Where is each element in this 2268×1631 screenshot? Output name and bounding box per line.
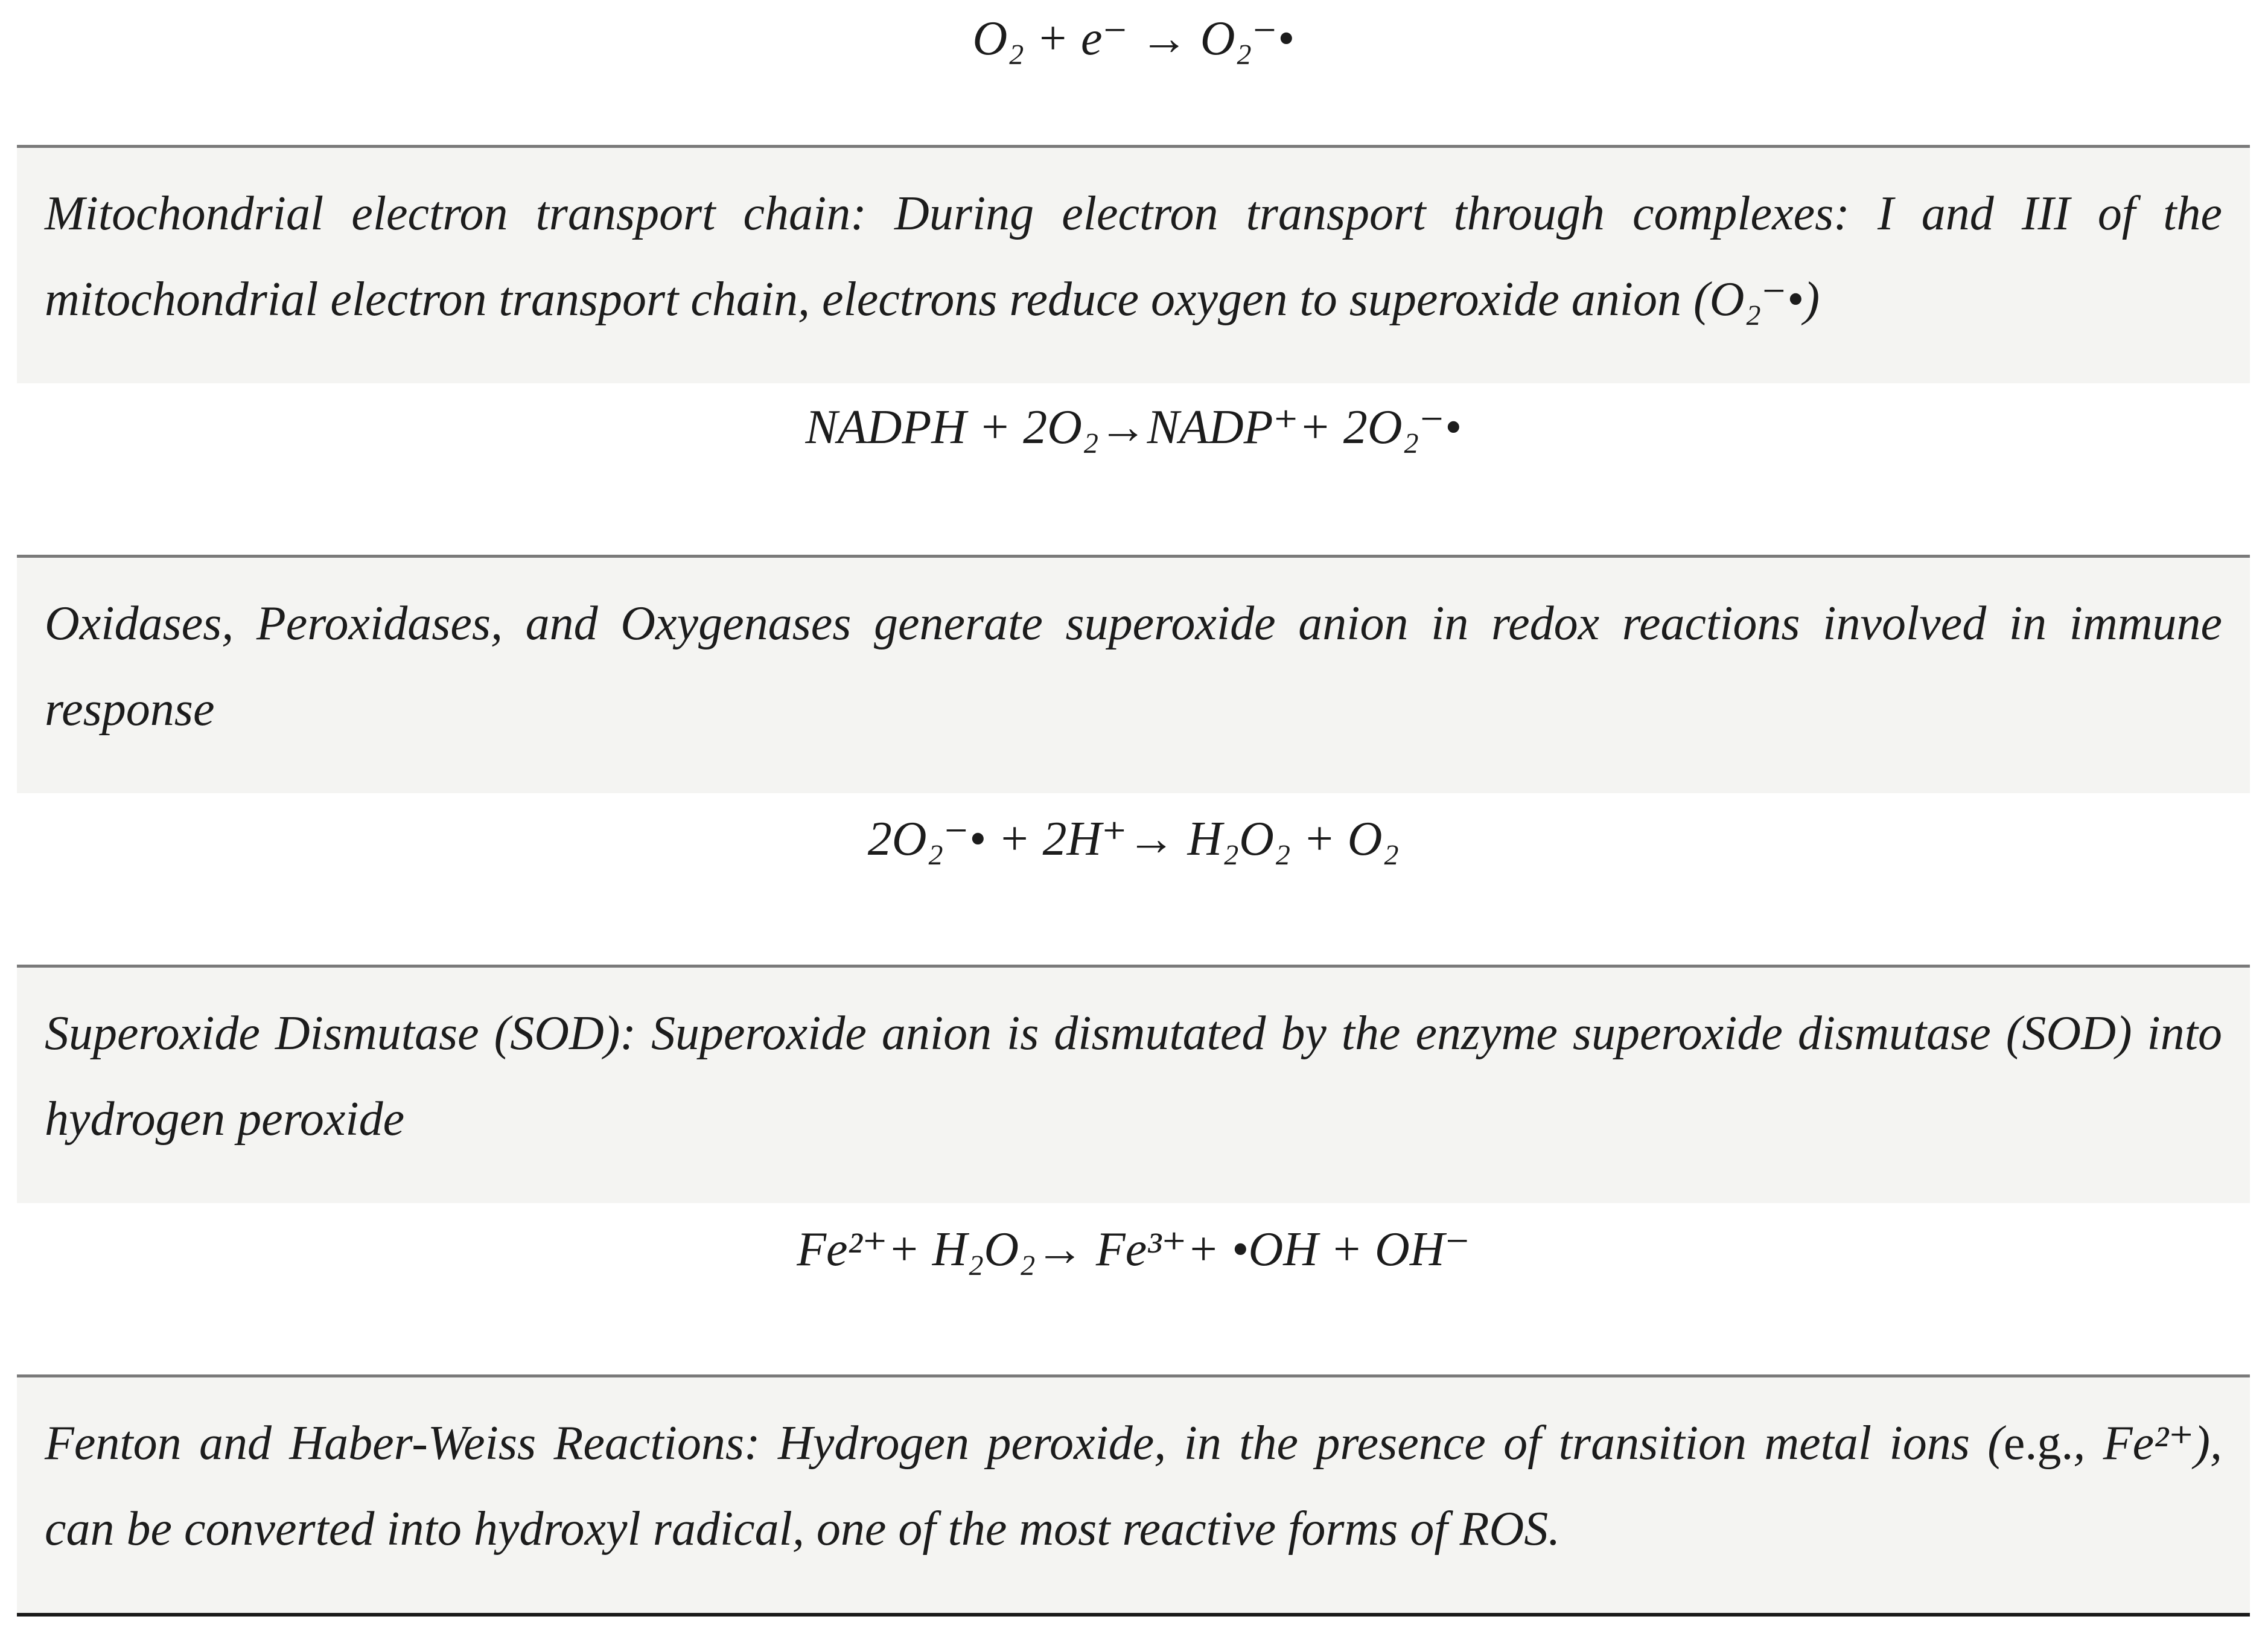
description-row-fenton [17,1377,2250,1613]
description-row-mitochondrial-etc [17,148,2250,383]
description-text: Superoxide Dismutase (SOD): Superoxide anion is dismutated by the enzyme superoxide dismutase (SOD) into hydrogen peroxide [45,1007,2222,1146]
description-text [45,1400,2222,1572]
description-text-eg: e.g. [2003,1417,2074,1470]
description-text-part: Fenton and Haber-Weiss Reactions: Hydrogen peroxide, in the presence of transition metal ions ( [45,1417,2004,1470]
description-text-part: , Fe²⁺), can be converted into hydroxyl radical, one of the most reactive forms of ROS. [45,1417,2222,1556]
equation-nadph-oxidase: NADPH + 2O₂→NADP⁺+ 2O₂⁻• [805,401,1462,454]
description-text: Mitochondrial electron transport chain: During electron transport through complexes: I and III of the mitochondrial electron transport chain, electrons reduce oxygen to superoxide anion (O₂⁻•) [45,187,2222,326]
table-bottom-rule [17,1613,2250,1617]
description-text: Oxidases, Peroxidases, and Oxygenases generate superoxide anion in redox reactions involved in immune response [45,597,2222,736]
description-row-oxidases [17,558,2250,793]
equation-fenton: Fe²⁺+ H₂O₂→ Fe³⁺+ •OH + OH⁻ [797,1223,1470,1276]
equation-dismutation: 2O₂⁻• + 2H⁺→ H₂O₂ + O₂ [867,812,1400,866]
description-row-sod [17,968,2250,1203]
equation-superoxide-formation: O₂ + e⁻ → O₂⁻• [972,12,1295,65]
